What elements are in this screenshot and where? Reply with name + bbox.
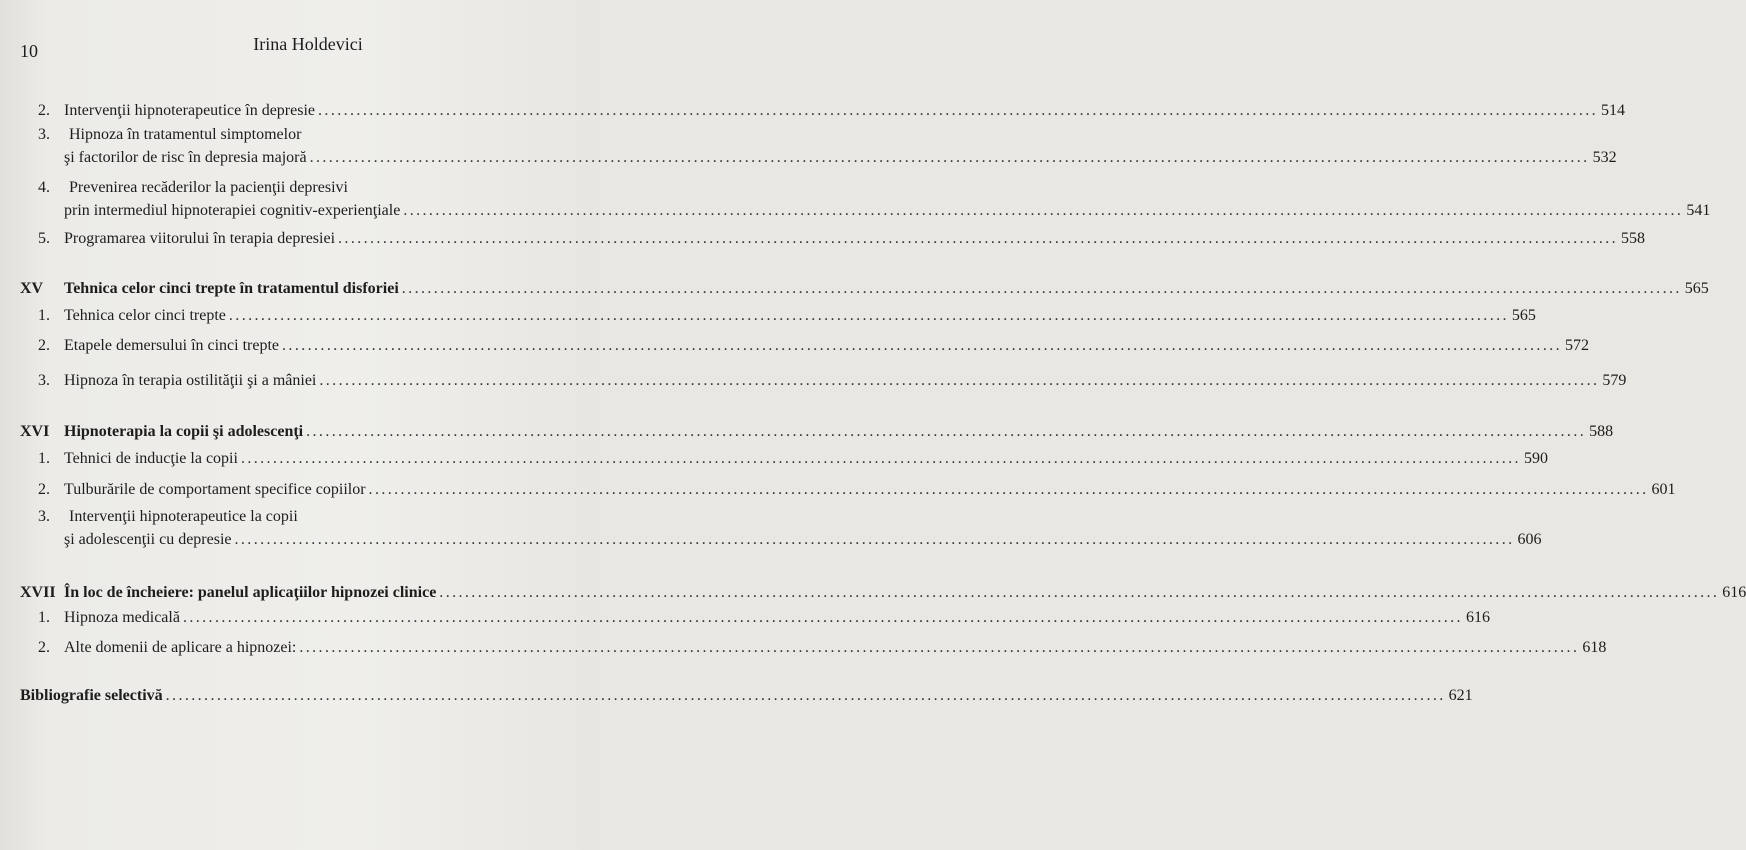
toc-entry-leader-row: [64, 638, 1607, 658]
running-header-author: Irina Holdevici: [253, 34, 363, 54]
toc-dot-leader: ........................................................................................................................................................................................................: [182, 609, 1463, 626]
toc-entry-leader-row: [64, 101, 1626, 121]
toc-dot-leader: ........................................................................................................................................................................................................: [234, 531, 1515, 548]
toc-page-number: 588: [1589, 423, 1614, 440]
toc-entry-title-line: Hipnoza în tratamentul simptomelor: [69, 126, 302, 143]
toc-entry-leader-row: [64, 583, 1746, 603]
toc-entry-number: 1.: [38, 307, 50, 324]
toc-page-number: 532: [1592, 149, 1617, 166]
toc-dot-leader: ........................................................................................................................................................................................................: [309, 149, 1590, 166]
toc-entry-title: Etapele demersului în cinci trepte: [64, 337, 280, 354]
toc-page-number: 606: [1517, 531, 1542, 548]
toc-entry-number: 2.: [38, 481, 50, 498]
toc-dot-leader: ........................................................................................................................................................................................................: [439, 584, 1720, 601]
toc-entry-leader-row: [64, 279, 1709, 299]
toc-entry-number: 3.: [38, 126, 50, 143]
toc-entry-leader-row: [64, 449, 1548, 469]
toc-entry-title: prin intermediul hipnoterapiei cognitiv-experienţiale: [64, 202, 401, 219]
toc-entry-number: 5.: [38, 230, 50, 247]
toc-dot-leader: ........................................................................................................................................................................................................: [165, 687, 1446, 704]
toc-entry-leader-row: [64, 422, 1614, 442]
toc-entry-title: Tehnica celor cinci trepte în tratamentul disforiei: [64, 280, 399, 297]
toc-entry-title: şi adolescenţii cu depresie: [64, 531, 232, 548]
page-number: 10: [20, 41, 38, 61]
toc-entry-title: Hipnoterapia la copii şi adolescenţi: [64, 423, 304, 440]
toc-dot-leader: ........................................................................................................................................................................................................: [299, 639, 1580, 656]
toc-entry-number: 2.: [38, 102, 50, 119]
toc-entry-title-line: Prevenirea recăderilor la pacienţii depresivi: [69, 179, 348, 196]
toc-entry-leader-row: [64, 229, 1646, 249]
toc-page-number: 558: [1621, 230, 1646, 247]
toc-dot-leader: ........................................................................................................................................................................................................: [282, 337, 1563, 354]
toc-page-number: 621: [1448, 687, 1473, 704]
toc-entry-leader-row: [64, 201, 1711, 221]
toc-page-number: 601: [1651, 481, 1676, 498]
toc-entry-number: XV: [20, 280, 44, 297]
toc-dot-leader: ........................................................................................................................................................................................................: [401, 280, 1682, 297]
toc-entry-leader-row: [64, 336, 1590, 356]
toc-page-number: 565: [1511, 307, 1536, 324]
toc-entry-title: Intervenţii hipnoterapeutice în depresie: [64, 102, 316, 119]
toc-entry-number: XVI: [20, 423, 50, 440]
toc-entry-title: Hipnoza în terapia ostilităţii şi a mâniei: [64, 372, 317, 389]
toc-entry-leader-row: [20, 686, 1473, 706]
toc-entry-title: Alte domenii de aplicare a hipnozei:: [64, 639, 297, 656]
toc-entry-leader-row: [64, 608, 1490, 628]
toc-entry-number: 2.: [38, 337, 50, 354]
toc-page-number: 579: [1602, 372, 1627, 389]
toc-entry-number: 1.: [38, 450, 50, 467]
toc-dot-leader: ........................................................................................................................................................................................................: [240, 450, 1521, 467]
toc-dot-leader: ........................................................................................................................................................................................................: [319, 372, 1600, 389]
toc-entry-leader-row: [64, 371, 1627, 391]
toc-entry-number: XVII: [20, 584, 56, 601]
toc-dot-leader: ........................................................................................................................................................................................................: [338, 230, 1619, 247]
toc-page-number: 565: [1684, 280, 1709, 297]
toc-entry-title: Programarea viitorului în terapia depresiei: [64, 230, 336, 247]
toc-dot-leader: ........................................................................................................................................................................................................: [306, 423, 1587, 440]
toc-page-number: 572: [1565, 337, 1590, 354]
toc-dot-leader: ........................................................................................................................................................................................................: [403, 202, 1684, 219]
toc-page-number: 514: [1601, 102, 1626, 119]
toc-page-number: 590: [1523, 450, 1548, 467]
toc-entry-leader-row: [64, 530, 1542, 550]
toc-entry-title: şi factorilor de risc în depresia majoră: [64, 149, 307, 166]
toc-dot-leader: ........................................................................................................................................................................................................: [228, 307, 1509, 324]
toc-entry-leader-row: [64, 306, 1536, 326]
toc-page-number: 616: [1465, 609, 1490, 626]
toc-entry-number: 1.: [38, 609, 50, 626]
toc-entry-title: Hipnoza medicală: [64, 609, 180, 626]
toc-entry-leader-row: [64, 480, 1676, 500]
toc-entry-title-line: Intervenţii hipnoterapeutice la copii: [69, 508, 298, 525]
toc-entry-number: 4.: [38, 179, 50, 196]
toc-entry-number: 3.: [38, 508, 50, 525]
toc-page-number: 541: [1686, 202, 1711, 219]
toc-entry-title: Tehnici de inducţie la copii: [64, 450, 238, 467]
toc-entry-number: 3.: [38, 372, 50, 389]
toc-entry-title: În loc de încheiere: panelul aplicaţiilor hipnozei clinice: [64, 584, 437, 601]
toc-entry-number: 2.: [38, 639, 50, 656]
toc-entry-title: Tulburările de comportament specifice copiilor: [64, 481, 366, 498]
toc-dot-leader: ........................................................................................................................................................................................................: [318, 102, 1599, 119]
toc-entry-title: Tehnica celor cinci trepte: [64, 307, 226, 324]
toc-dot-leader: ........................................................................................................................................................................................................: [368, 481, 1649, 498]
toc-page-number: 618: [1582, 639, 1607, 656]
toc-entry-title: Bibliografie selectivă: [20, 687, 163, 704]
toc-entry-leader-row: [64, 148, 1617, 168]
toc-page-number: 616: [1722, 584, 1746, 601]
